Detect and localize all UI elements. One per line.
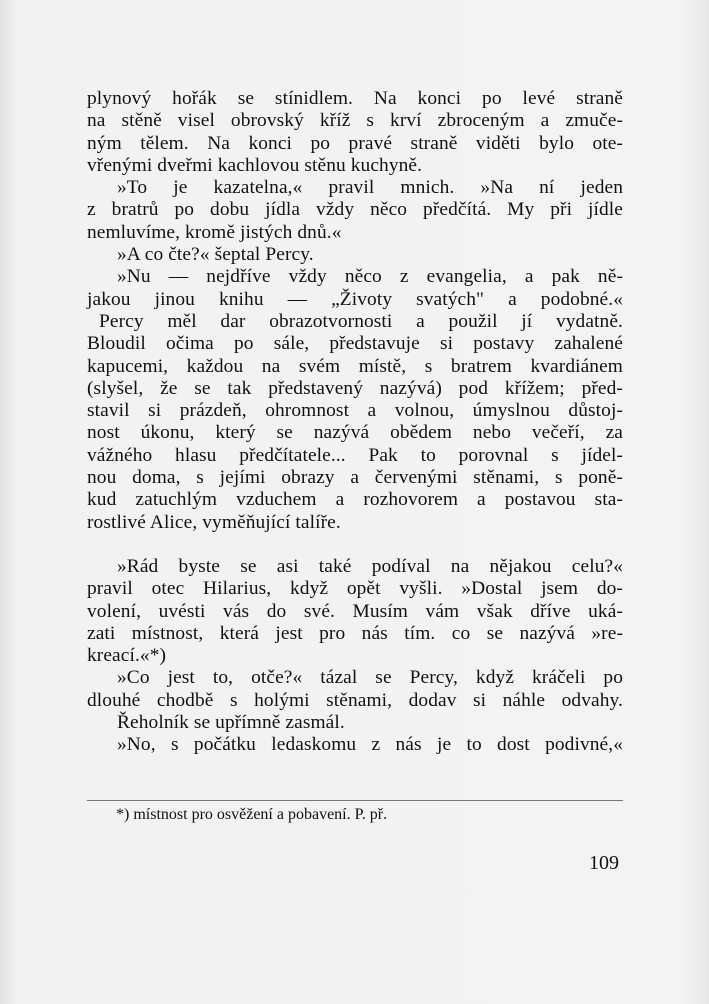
text-line: volení, uvésti vás do své. Musím vám však dříve uká-: [87, 600, 623, 622]
text-line: dlouhé chodbě s holými stěnami, dodav si náhle odvahy.: [87, 689, 623, 711]
text-line: vřenými dveřmi kachlovou stěnu kuchyně.: [87, 154, 423, 176]
page-body-text: [87, 88, 623, 757]
text-line: jakou jinou knihu — „Životy svatých" a podobné.«: [87, 288, 623, 310]
section-gap: [87, 534, 623, 556]
footnote: *) místnost pro osvěžení a pobavení. P. př.: [116, 806, 388, 823]
text-line: kud zatuchlým vzduchem a rozhovorem a postavou sta-: [87, 489, 623, 511]
text-line: z bratrů po dobu jídla vždy něco předčítá. My při jídle: [87, 199, 623, 221]
text-line: rostlivé Alice, vyměňující talíře.: [87, 511, 341, 533]
text-line: »A co čte?« šeptal Percy.: [117, 244, 314, 266]
text-line: nemluvíme, kromě jistých dnů.«: [87, 221, 342, 243]
text-line: kreací.«*): [87, 645, 167, 667]
text-line: stavil si prázdeň, ohromnost a volnou, úmyslnou důstoj-: [87, 400, 623, 422]
text-line: Bloudil očima po sále, představuje si postavy zahalené: [87, 333, 623, 355]
footnote-divider: [87, 800, 623, 801]
text-line: nou doma, s jejími obrazy a červenými stěnami, s poně-: [87, 467, 623, 489]
text-line: nost úkonu, který se nazývá obědem nebo večeří, za: [87, 422, 623, 444]
text-line: »To je kazatelna,« pravil mnich. »Na ní jeden: [117, 177, 623, 199]
text-line: Řeholník se upřímně zasmál.: [117, 712, 345, 734]
text-line: »Rád byste se asi také podíval na nějakou celu?«: [117, 555, 623, 577]
text-line: vážného hlasu předčítatele... Pak to porovnal s jídel-: [87, 444, 623, 466]
text-line: Percy měl dar obrazotvornosti a použil jí vydatně.: [99, 310, 623, 332]
text-line: (slyšel, že se tak představený nazývá) pod křížem; před-: [87, 377, 623, 399]
text-line: »Co jest to, otče?« tázal se Percy, když kráčeli po: [117, 667, 623, 689]
text-line: ným tělem. Na konci po pravé straně viděti bylo ote-: [87, 132, 623, 154]
text-line: kapucemi, každou na svém místě, s bratrem kvardiánem: [87, 355, 623, 377]
text-line: zati místnost, která jest pro nás tím. co se nazývá »re-: [87, 622, 623, 644]
text-line: »No, s počátku ledaskomu z nás je to dost podivné,«: [117, 734, 623, 756]
text-line: pravil otec Hilarius, když opět vyšli. »Dostal jsem do-: [87, 578, 623, 600]
text-line: na stěně visel obrovský kříž s krví zbroceným a zmuče-: [87, 110, 623, 132]
page-number: 109: [589, 852, 619, 874]
text-line: plynový hořák se stínidlem. Na konci po levé straně: [87, 88, 623, 109]
text-line: »Nu — nejdříve vždy něco z evangelia, a pak ně-: [117, 266, 623, 288]
